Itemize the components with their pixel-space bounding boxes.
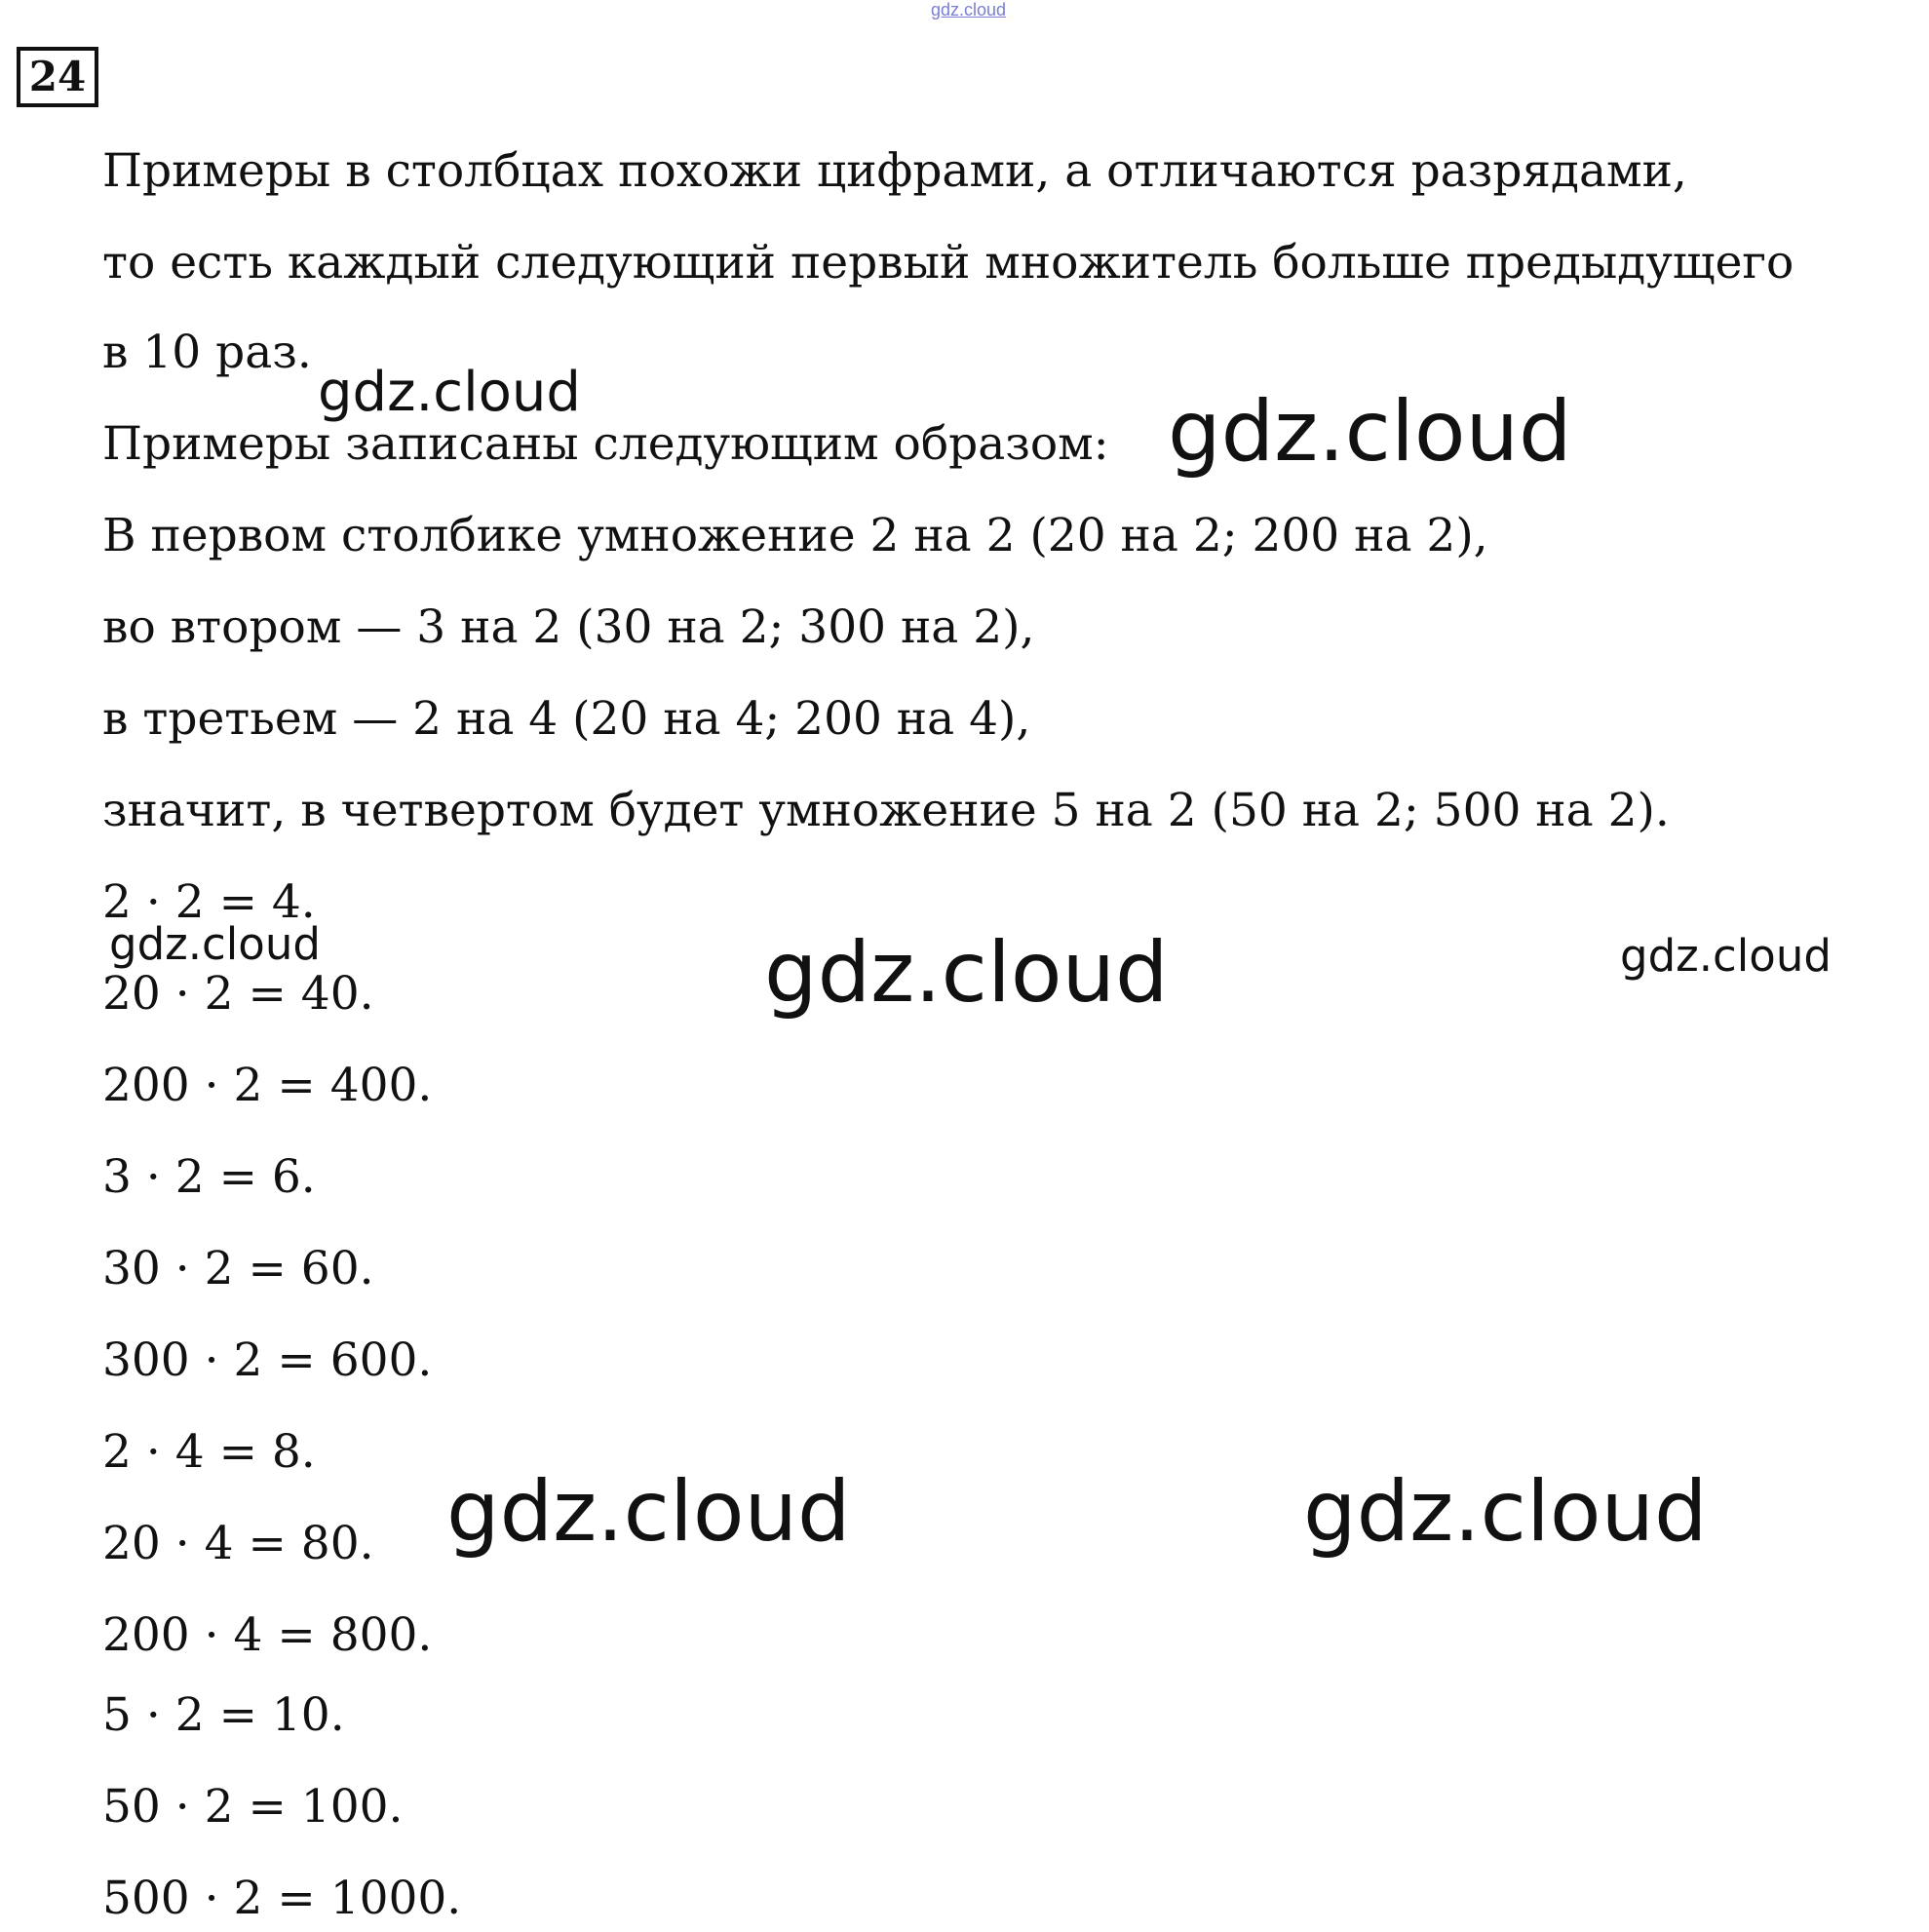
equation-line: 300 · 2 = 600. (102, 1333, 433, 1387)
paragraph-line: В первом столбике умножение 2 на 2 (20 на 2; 200 на 2), (102, 509, 1488, 562)
equation-line: 20 · 2 = 40. (102, 967, 374, 1021)
equation-line: 5 · 2 = 10. (102, 1688, 345, 1742)
equation-line: 200 · 2 = 400. (102, 1059, 433, 1112)
equation-line: 500 · 2 = 1000. (102, 1872, 462, 1925)
watermark-text: gdz.cloud (446, 1463, 851, 1561)
watermark-text: gdz.cloud (1168, 383, 1572, 481)
paragraph-line: в 10 раз. (102, 326, 312, 379)
paragraph-line: Примеры в столбцах похожи цифрами, а отличаются разрядами, (102, 144, 1687, 198)
equation-line: 20 · 4 = 80. (102, 1517, 374, 1570)
equation-line: 50 · 2 = 100. (102, 1780, 404, 1834)
watermark-text: gdz.cloud (109, 918, 321, 970)
top-watermark-link[interactable]: gdz.cloud (931, 0, 1007, 19)
watermark-text: gdz.cloud (318, 361, 581, 424)
equation-line: 3 · 2 = 6. (102, 1150, 316, 1204)
equation-line: 30 · 2 = 60. (102, 1242, 374, 1295)
watermark-text: gdz.cloud (1620, 930, 1832, 982)
paragraph-line: во втором — 3 на 2 (30 на 2; 300 на 2), (102, 600, 1035, 654)
paragraph-line: значит, в четвертом будет умножение 5 на 2 (50 на 2; 500 на 2). (102, 784, 1670, 837)
watermark-text: gdz.cloud (764, 924, 1169, 1022)
task-number-box (17, 47, 98, 107)
paragraph-line: в третьем — 2 на 4 (20 на 4; 200 на 4), (102, 692, 1031, 746)
paragraph-line: Примеры записаны следующим образом: (102, 417, 1109, 471)
watermark-text: gdz.cloud (1303, 1463, 1708, 1561)
equation-line: 200 · 4 = 800. (102, 1608, 433, 1662)
equation-line: 2 · 4 = 8. (102, 1425, 316, 1479)
equation-line: 2 · 2 = 4. (102, 875, 316, 929)
paragraph-line: то есть каждый следующий первый множитель больше предыдущего (102, 236, 1794, 290)
task-number: 24 (28, 53, 87, 100)
